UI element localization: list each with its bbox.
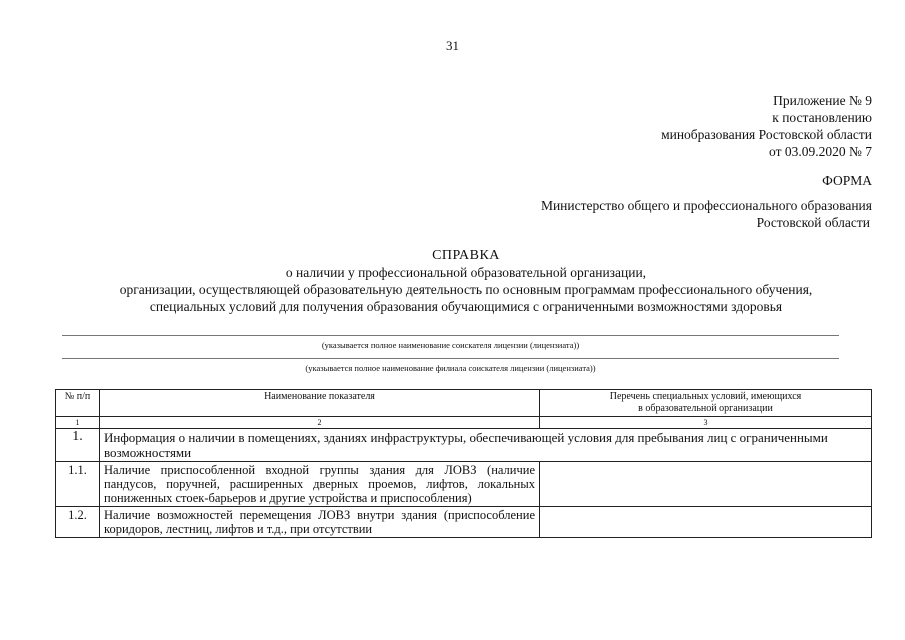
header-conditions-line: Перечень специальных условий, имеющихся xyxy=(609,391,802,402)
appendix-line: минобразования Ростовской области xyxy=(661,127,872,142)
row-indicator: Наличие приспособленной входной группы здания для ЛОВЗ (наличие пандусов, поручней, расширенных дверных проемов, лифтов, локальных пониженных стоек-барьеров и другие устройства и приспособления) xyxy=(100,462,540,507)
column-number: 2 xyxy=(100,417,540,429)
document-title xyxy=(55,247,877,315)
table-row xyxy=(56,507,872,538)
title-line: организации, осуществляющей образовательную деятельность по основным программам профессионального обучения, xyxy=(119,282,813,297)
section-text: Информация о наличии в помещениях, зданиях инфраструктуры, обеспечивающей условия для пребывания лиц с ограниченными возможностями xyxy=(100,429,872,462)
row-indicator: Наличие возможностей перемещения ЛОВЗ внутри здания (приспособление коридоров, лестниц, лифтов и т.д., при отсутствии xyxy=(100,507,540,538)
row-value-cell[interactable] xyxy=(540,462,872,507)
page-number: 31 xyxy=(446,38,459,53)
appendix-line: от 03.09.2020 № 7 xyxy=(769,144,872,159)
appendix-block xyxy=(661,92,872,160)
header-conditions-line: в образовательной организации xyxy=(638,403,773,414)
column-number: 1 xyxy=(56,417,100,429)
appendix-line: Приложение № 9 xyxy=(773,93,872,108)
table-row xyxy=(56,462,872,507)
column-number-row xyxy=(56,417,872,429)
row-number: 1.2. xyxy=(56,507,100,538)
ministry-block xyxy=(541,197,872,231)
conditions-table xyxy=(55,389,872,538)
title-line: СПРАВКА xyxy=(432,248,500,263)
header-indicator: Наименование показателя xyxy=(100,390,540,417)
header-num: № п/п xyxy=(56,390,100,417)
table-header-row xyxy=(56,390,872,417)
form-label: ФОРМА xyxy=(822,173,872,188)
branch-fill-line[interactable] xyxy=(62,358,839,359)
licensee-fill-line[interactable] xyxy=(62,335,839,336)
row-number: 1.1. xyxy=(56,462,100,507)
branch-caption: (указывается полное наименование филиала соискателя лицензии (лицензиата)) xyxy=(305,363,596,373)
ministry-line: Министерство общего и профессионального образования xyxy=(540,198,872,213)
column-number: 3 xyxy=(540,417,872,429)
row-value-cell[interactable] xyxy=(540,507,872,538)
licensee-caption: (указывается полное наименование соискателя лицензии (лицензиата)) xyxy=(321,340,580,350)
section-row xyxy=(56,429,872,462)
title-line: о наличии у профессиональной образовательной организации, xyxy=(285,265,647,280)
ministry-line: Ростовской области xyxy=(756,215,870,230)
title-line: специальных условий для получения образования обучающимися с ограниченными возможностями здоровья xyxy=(149,299,783,314)
appendix-line: к постановлению xyxy=(772,110,872,125)
section-number: 1. xyxy=(56,429,100,462)
header-conditions xyxy=(540,390,872,417)
